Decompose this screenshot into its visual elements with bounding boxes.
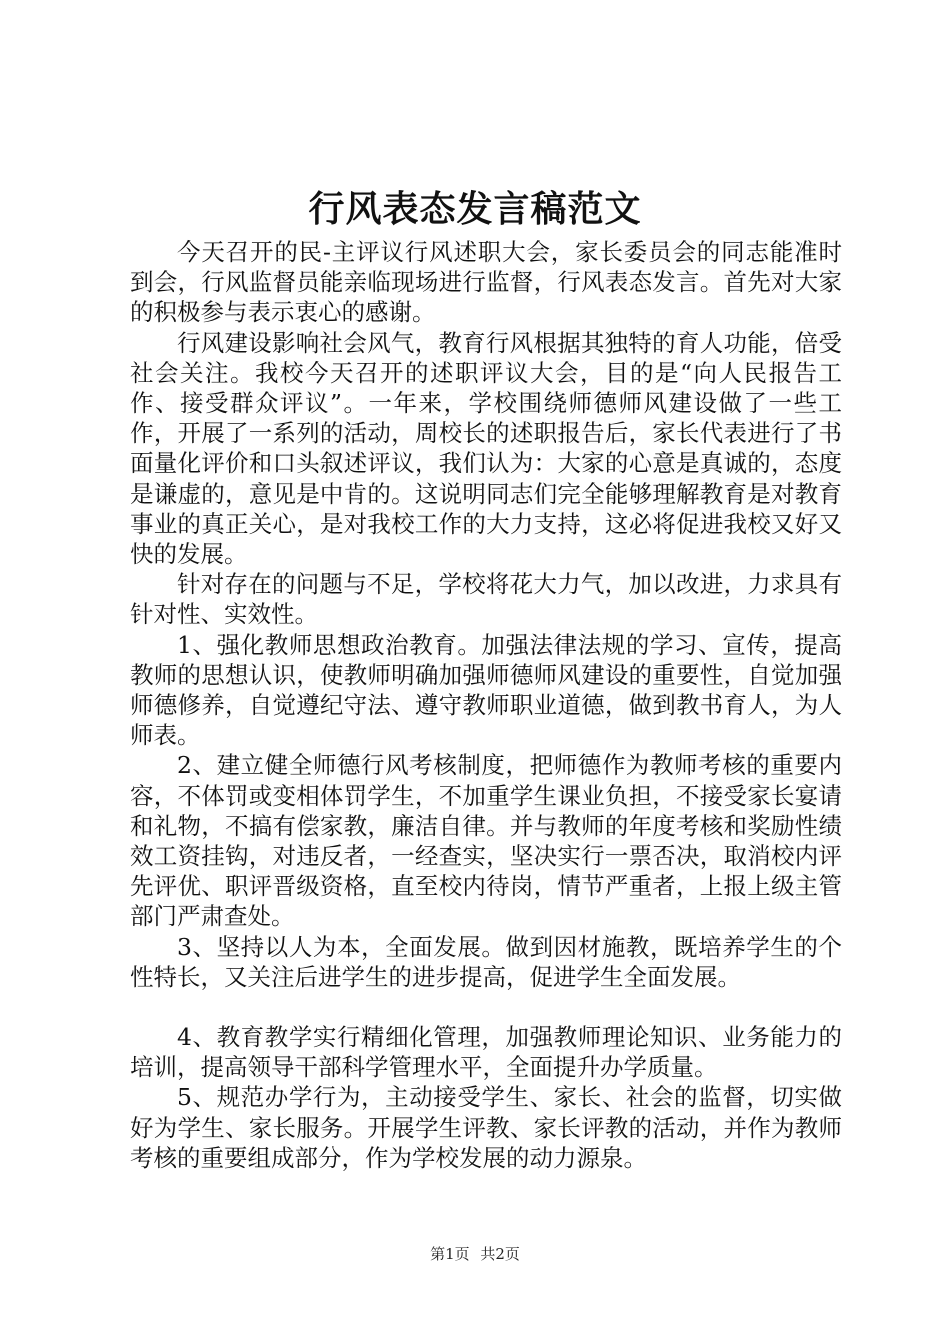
document-body [130,237,842,1173]
paragraph-item-3: 3、坚持以人为本，全面发展。做到因材施教，既培养学生的个性特长，又关注后进学生的进步提高，促进学生全面发展。 [130,932,842,991]
paragraph-intro: 今天召开的民-主评议行风述职大会，家长委员会的同志能准时到会，行风监督员能亲临现场进行监督，行风表态发言。首先对大家的积极参与表示衷心的感谢。 [130,238,842,327]
paragraph-spacer [130,992,842,1022]
page-number: 第1页 [430,1245,470,1263]
page-footer [0,1244,950,1264]
paragraph-improvement: 针对存在的问题与不足，学校将花大力气，加以改进，力求具有针对性、实效性。 [130,570,842,629]
page-total: 共2页 [480,1245,520,1263]
paragraph-item-5: 5、规范办学行为，主动接受学生、家长、社会的监督，切实做好为学生、家长服务。开展学生评教、家长评教的活动，并作为教师考核的重要组成部分，作为学校发展的动力源泉。 [130,1083,842,1172]
paragraph-item-4: 4、教育教学实行精细化管理，加强教师理论知识、业务能力的培训，提高领导干部科学管理水平，全面提升办学质量。 [130,1023,842,1082]
paragraph-item-2: 2、建立健全师德行风考核制度，把师德作为教师考核的重要内容，不体罚或变相体罚学生，不加重学生课业负担，不接受家长宴请和礼物，不搞有偿家教，廉洁自律。并与教师的年度考核和奖励性绩效工资挂钩，对违反者，一经查实，坚决实行一票否决，取消校内评先评优、职评晋级资格，直至校内待岗，情节严重者，上报上级主管部门严肃查处。 [130,751,842,931]
paragraph-item-1: 1、强化教师思想政治教育。加强法律法规的学习、宣传，提高教师的思想认识，使教师明确加强师德师风建设的重要性，自觉加强师德修养，自觉遵纪守法、遵守教师职业道德，做到教书育人，为人师表。 [130,630,842,750]
paragraph-background: 行风建设影响社会风气，教育行风根据其独特的育人功能，倍受社会关注。我校今天召开的述职评议大会，目的是“向人民报告工作、接受群众评议”。一年来，学校围绕师德师风建设做了一些工作，开展了一系列的活动，周校长的述职报告后，家长代表进行了书面量化评价和口头叙述评议，我们认为：大家的心意是真诚的，态度是谦虚的，意见是中肯的。这说明同志们完全能够理解教育是对教育事业的真正关心，是对我校工作的大力支持，这必将促进我校又好又快的发展。 [130,328,842,569]
document-title: 行风表态发言稿范文 [308,188,642,230]
